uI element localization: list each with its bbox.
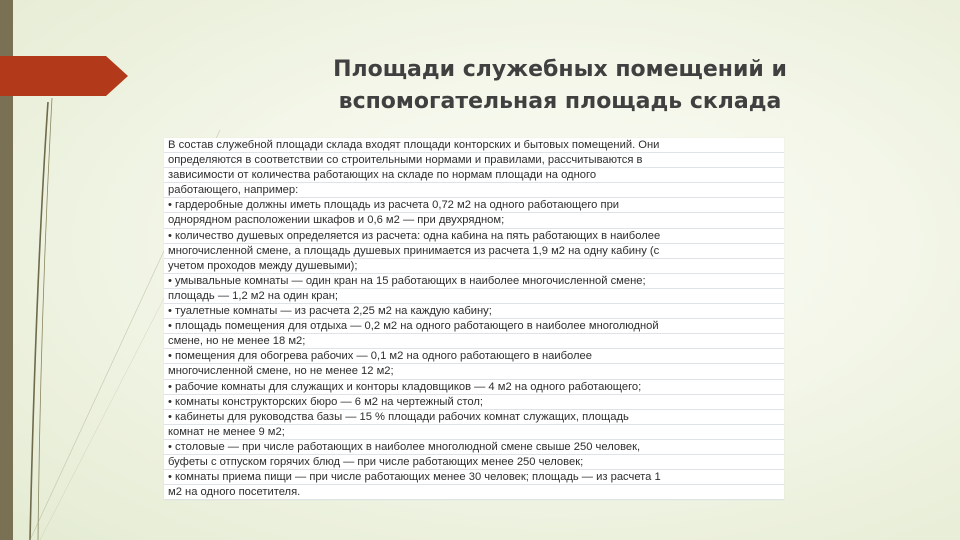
scanned-text-block: [164, 138, 784, 500]
text-line: площадь — 1,2 м2 на один кран;: [164, 289, 784, 304]
text-line: • помещения для обогрева рабочих — 0,1 м2 на одного работающего в наиболее: [164, 349, 784, 364]
text-line: • кабинеты для руководства базы — 15 % площади рабочих комнат служащих, площадь: [164, 410, 784, 425]
text-line: смене, но не менее 18 м2;: [164, 334, 784, 349]
text-line: • гардеробные должны иметь площадь из расчета 0,72 м2 на одного работающего при: [164, 198, 784, 213]
text-line: • площадь помещения для отдыха — 0,2 м2 на одного работающего в наиболее многолюдной: [164, 319, 784, 334]
text-line: буфеты с отпуском горячих блюд — при числе работающих менее 250 человек;: [164, 455, 784, 470]
text-line: • комнаты приема пищи — при числе работающих менее 30 человек; площадь — из расчета 1: [164, 470, 784, 485]
text-line: • умывальные комнаты — один кран на 15 работающих в наиболее многочисленной смене;: [164, 274, 784, 289]
text-line: • рабочие комнаты для служащих и конторы кладовщиков — 4 м2 на одного работающего;: [164, 380, 784, 395]
slide-title-line-1: Площади служебных помещений и: [333, 57, 787, 82]
text-line: • туалетные комнаты — из расчета 2,25 м2 на каждую кабину;: [164, 304, 784, 319]
text-line: работающего, например:: [164, 183, 784, 198]
text-line: м2 на одного посетителя.: [164, 485, 784, 500]
text-line: многочисленной смене, но не менее 12 м2;: [164, 364, 784, 379]
slide-title-line-2: вспомогательная площадь склада: [338, 89, 782, 114]
text-line: однорядном расположении шкафов и 0,6 м2 — при двухрядном;: [164, 213, 784, 228]
slide-title: [300, 54, 820, 118]
text-line: учетом проходов между душевыми);: [164, 259, 784, 274]
text-line: комнат не менее 9 м2;: [164, 425, 784, 440]
text-line: В состав служебной площади склада входят площади конторских и бытовых помещений. Они: [164, 138, 784, 153]
text-line: • количество душевых определяется из расчета: одна кабина на пять работающих в наиболее: [164, 229, 784, 244]
text-line: • столовые — при числе работающих в наиболее многолюдной смене свыше 250 человек,: [164, 440, 784, 455]
title-marker-arrow: [0, 56, 128, 96]
text-line: зависимости от количества работающих на складе по нормам площади на одного: [164, 168, 784, 183]
text-line: • комнаты конструкторских бюро — 6 м2 на чертежный стол;: [164, 395, 784, 410]
text-line: многочисленной смене, а площадь душевых принимается из расчета 1,9 м2 на одну кабину (с: [164, 244, 784, 259]
text-line: определяются в соответствии со строительными нормами и правилами, рассчитываются в: [164, 153, 784, 168]
